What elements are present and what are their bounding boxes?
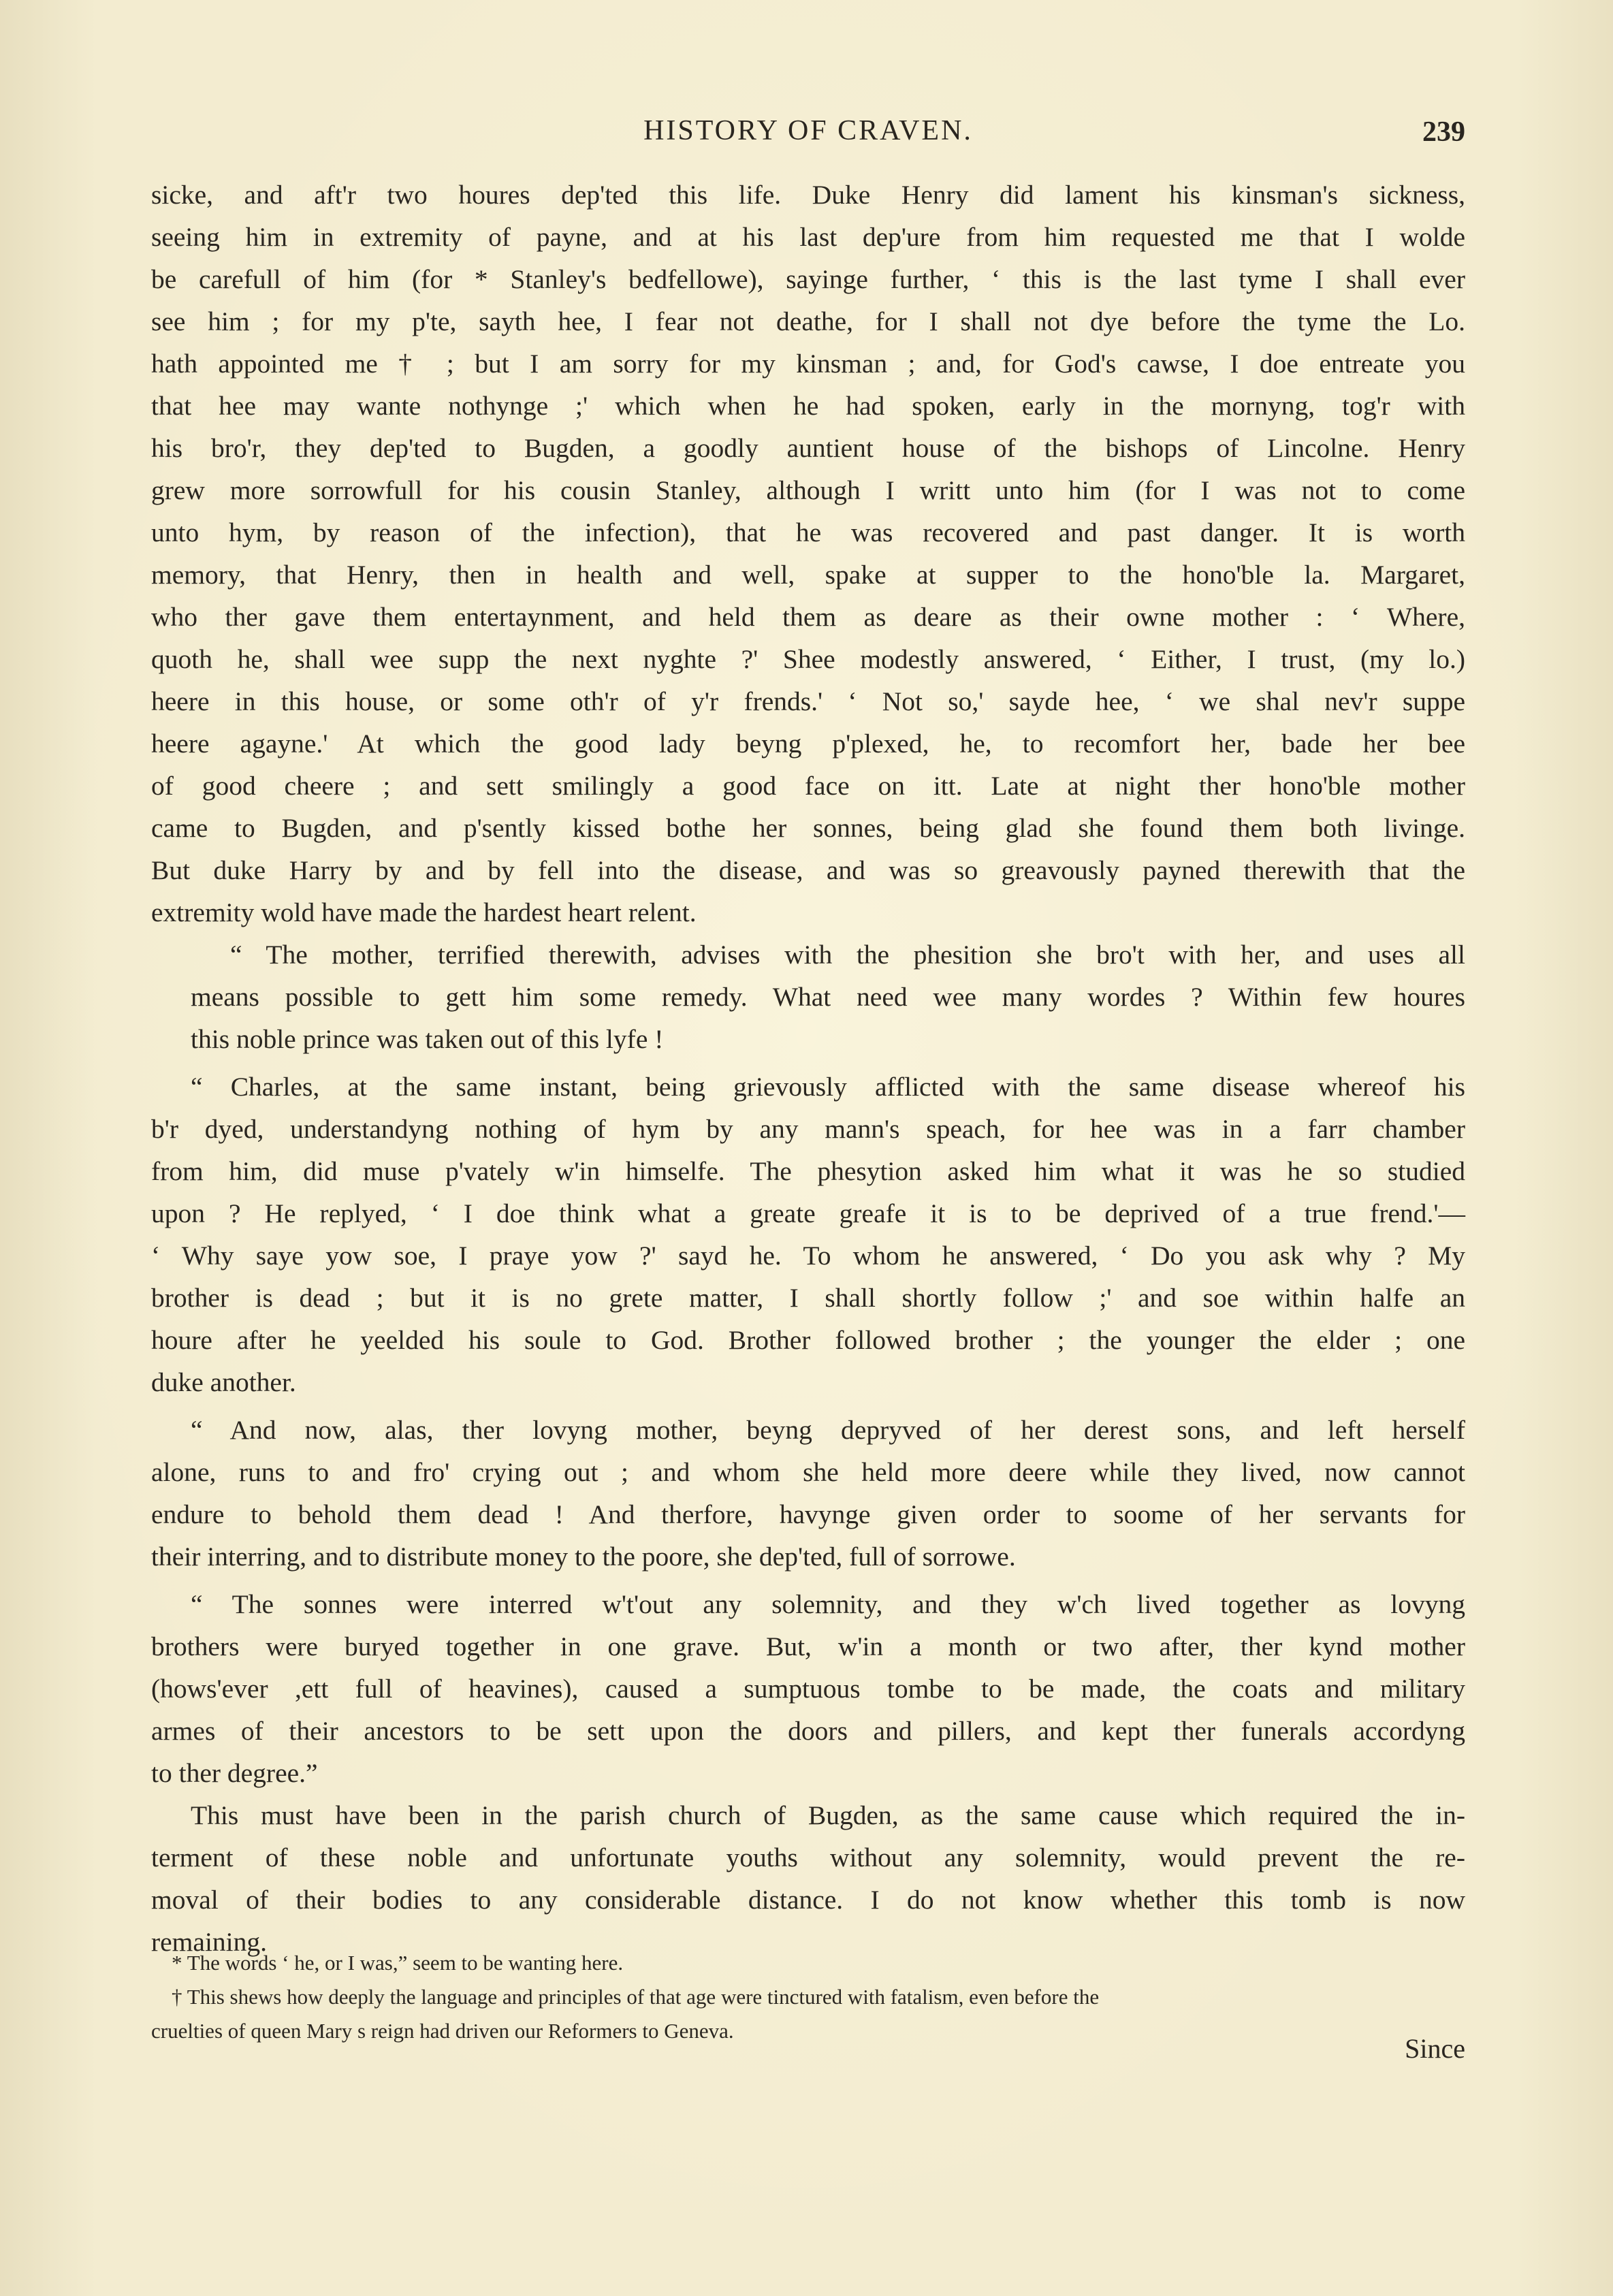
paragraph xyxy=(151,934,1465,1060)
text-line: to ther degree.” xyxy=(151,1758,318,1788)
text-line: grew more sorrowfull for his cousin Stanley, although I writt unto him (for I was not to come xyxy=(151,475,1465,505)
text-line: “ The mother, terrified therewith, advises with the phesition she bro't with her, and uses all xyxy=(230,940,1465,970)
text-line: hath appointed me † ; but I am sorry for my kinsman ; and, for God's cawse, I doe entreate you xyxy=(151,349,1465,379)
page-number: 239 xyxy=(1422,116,1465,148)
text-line: heere in this house, or some oth'r of y'r frends.' ‘ Not so,' sayde hee, ‘ we shal nev'r suppe xyxy=(151,686,1465,716)
text-line: that hee may wante nothynge ;' which when he had spoken, early in the mornyng, tog'r with xyxy=(151,391,1465,421)
paragraph xyxy=(151,174,1465,934)
text-line: quoth he, shall wee supp the next nyghte ?' Shee modestly answered, ‘ Either, I trust, (my lo.) xyxy=(151,644,1465,674)
catchword: Since xyxy=(1405,2033,1465,2064)
paragraph xyxy=(151,1794,1465,1963)
text-line: armes of their ancestors to be sett upon the doors and pillers, and kept ther funerals accordyng xyxy=(151,1716,1465,1746)
text-line: unto hym, by reason of the infection), that he was recovered and past danger. It is worth xyxy=(151,517,1465,547)
main-text xyxy=(151,174,1465,1963)
text-line: b'r dyed, understandyng nothing of hym by any mann's speach, for hee was in a farr chamber xyxy=(151,1114,1465,1144)
text-line: brothers were buryed together in one grave. But, w'in a month or two after, ther kynd mother xyxy=(151,1631,1465,1661)
footnote: † This shews how deeply the language and principles of that age were tinctured with fatalism, even before the xyxy=(172,1985,1100,2009)
paragraph xyxy=(151,1583,1465,1794)
text-line: alone, runs to and fro' crying out ; and whom she held more deere while they lived, now cannot xyxy=(151,1457,1465,1487)
text-line: this noble prince was taken out of this lyfe ! xyxy=(191,1024,664,1054)
footnote: * The words ‘ he, or I was,” seem to be wanting here. xyxy=(172,1951,624,1975)
running-head: HISTORY OF CRAVEN. xyxy=(643,115,973,146)
text-line: of good cheere ; and sett smilingly a good face on itt. Late at night ther hono'ble mother xyxy=(151,771,1465,801)
text-line: (hows'ever ,ett full of heavines), caused a sumptuous tombe to be made, the coats and military xyxy=(151,1674,1465,1704)
text-line: houre after he yeelded his soule to God. Brother followed brother ; the younger the elder ; one xyxy=(151,1325,1465,1355)
text-line: “ Charles, at the same instant, being grievously afflicted with the same disease whereof his xyxy=(191,1072,1465,1102)
text-line: This must have been in the parish church of Bugden, as the same cause which required the in- xyxy=(191,1800,1465,1830)
footnote-continuation: cruelties of queen Mary s reign had driven our Reformers to Geneva. xyxy=(151,2019,734,2043)
text-line: their interring, and to distribute money to the poore, she dep'ted, full of sorrowe. xyxy=(151,1542,1016,1572)
text-line: from him, did muse p'vately w'in himselfe. The phesytion asked him what it was he so studied xyxy=(151,1156,1465,1186)
text-line: heere agayne.' At which the good lady beyng p'plexed, he, to recomfort her, bade her bee xyxy=(151,729,1465,759)
text-line: duke another. xyxy=(151,1367,296,1397)
page-header xyxy=(151,114,1465,155)
paragraph xyxy=(151,1066,1465,1403)
footnotes xyxy=(151,1946,1465,2048)
text-line: means possible to gett him some remedy. What need wee many wordes ? Within few houres xyxy=(191,982,1465,1012)
text-line: came to Bugden, and p'sently kissed bothe her sonnes, being glad she found them both livinge. xyxy=(151,813,1465,843)
text-line: extremity wold have made the hardest heart relent. xyxy=(151,897,697,927)
text-line: “ The sonnes were interred w't'out any solemnity, and they w'ch lived together as lovyng xyxy=(191,1589,1465,1619)
text-line: terment of these noble and unfortunate youths without any solemnity, would prevent the re- xyxy=(151,1843,1465,1872)
text-line: his bro'r, they dep'ted to Bugden, a goodly auntient house of the bishops of Lincolne. Henry xyxy=(151,433,1465,463)
text-line: be carefull of him (for * Stanley's bedfellowe), sayinge further, ‘ this is the last tyme I shall ever xyxy=(151,264,1465,294)
text-line: memory, that Henry, then in health and well, spake at supper to the hono'ble la. Margaret, xyxy=(151,560,1465,590)
text-line: ‘ Why saye yow soe, I praye yow ?' sayd he. To whom he answered, ‘ Do you ask why ? My xyxy=(151,1241,1465,1271)
text-line: moval of their bodies to any considerable distance. I do not know whether this tomb is now xyxy=(151,1885,1465,1915)
text-line: But duke Harry by and by fell into the disease, and was so greavously payned therewith that the xyxy=(151,855,1465,885)
text-line: sicke, and aft'r two houres dep'ted this life. Duke Henry did lament his kinsman's sickness, xyxy=(151,180,1465,210)
text-line: see him ; for my p'te, sayth hee, I fear not deathe, for I shall not dye before the tyme the Lo. xyxy=(151,306,1465,336)
text-line: upon ? He replyed, ‘ I doe think what a greate greafe it is to be deprived of a true frend.'— xyxy=(151,1198,1465,1228)
paragraph xyxy=(151,1409,1465,1578)
text-line: brother is dead ; but it is no grete matter, I shall shortly follow ;' and soe within halfe an xyxy=(151,1283,1465,1313)
text-line: “ And now, alas, ther lovyng mother, beyng depryved of her derest sons, and left herself xyxy=(191,1415,1465,1445)
text-line: seeing him in extremity of payne, and at his last dep'ure from him requested me that I wolde xyxy=(151,222,1465,252)
text-line: remaining. xyxy=(151,1927,268,1957)
text-line: endure to behold them dead ! And therfore, havynge given order to soome of her servants for xyxy=(151,1499,1465,1529)
text-line: who ther gave them entertaynment, and held them as deare as their owne mother : ‘ Where, xyxy=(151,602,1465,632)
